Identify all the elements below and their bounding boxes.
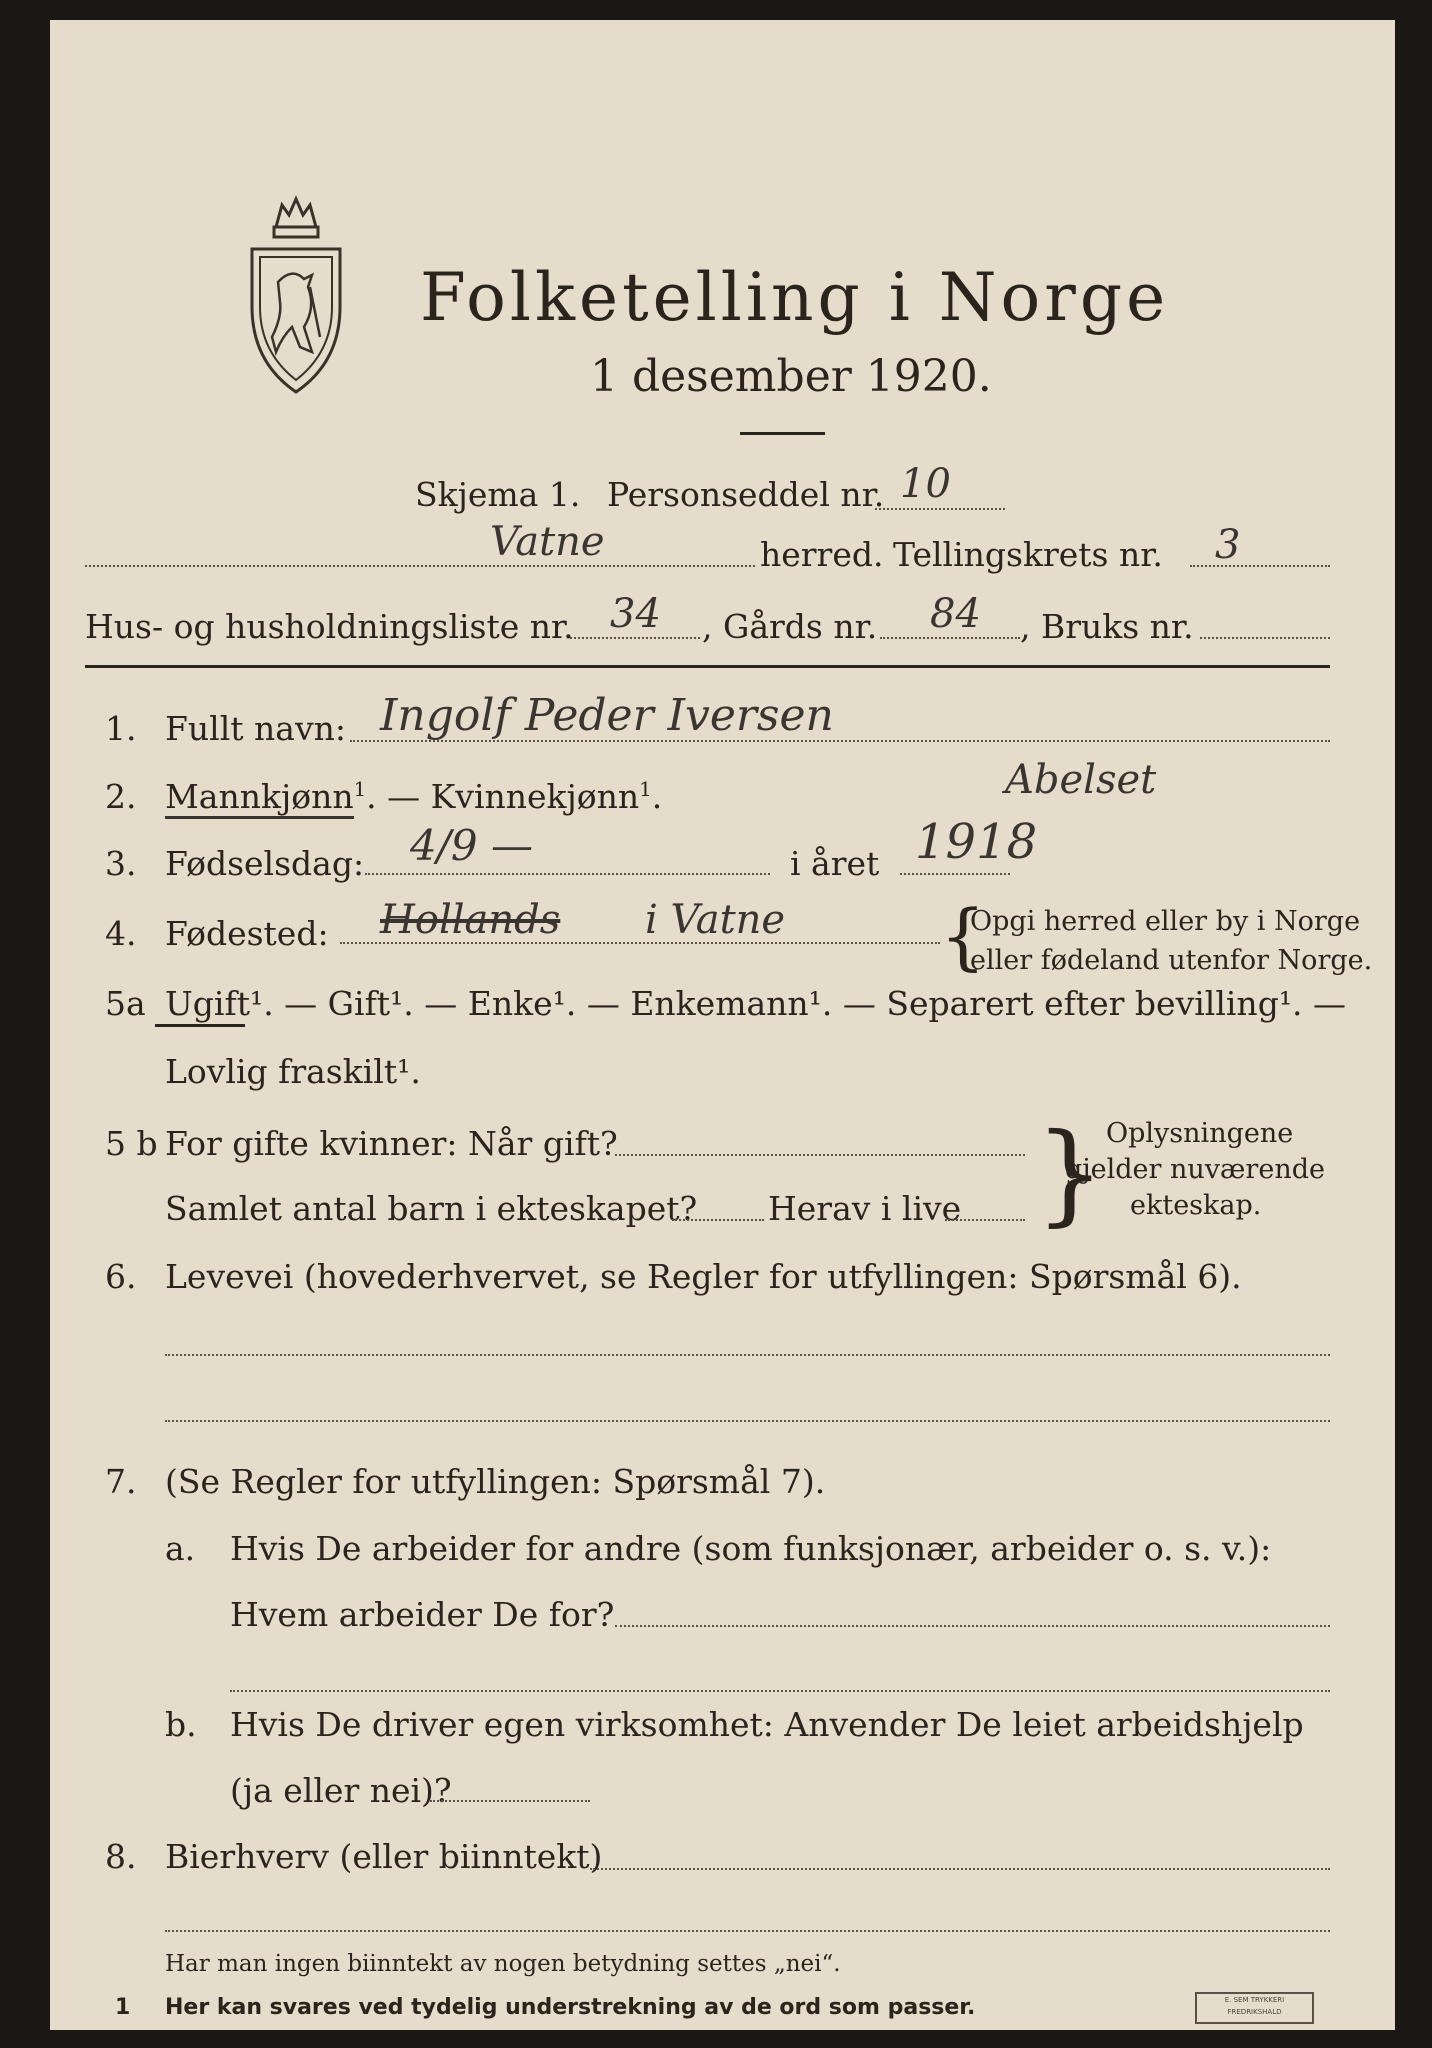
census-form [50,20,1395,2030]
form-date: 1 desember 1920. [590,351,992,402]
q5a-number: 5a [105,984,146,1023]
q5b-line-2a: Samlet antal barn i ekteskapet? [165,1189,698,1228]
q4-struck-value: Hollands [380,897,561,943]
herred-value: Vatne [490,519,605,565]
footnote-text: Her kan svares ved tydelig understrekning av de ord som passer. [165,1995,976,2020]
q8-field-line-2 [165,1930,1330,1932]
printer-stamp [1195,1992,1314,2024]
footnote-number: 1 [115,1995,131,2020]
q8-label: Bierhverv (eller biinntekt) [165,1837,603,1876]
hus-field-line [570,637,700,639]
tellingskrets-label: Tellingskrets nr. [893,535,1163,574]
q2-separator: . — [366,777,431,816]
skjema-label: Skjema 1. [415,475,581,514]
q5b-note-2: gjelder nuværende [1065,1154,1325,1185]
q2-footnote-mark-1: 1 [353,778,367,801]
form-title: Folketelling i Norge [420,259,1170,336]
q7b-number: b. [165,1705,197,1744]
q2-footnote-mark-2: 1 [639,778,652,801]
q4-brace: { [940,894,986,978]
q2-male-option: Mannkjønn [165,777,354,819]
q7a-line-1: Hvis De arbeider for andre (som funksjonær, arbeider o. s. v.): [230,1529,1272,1568]
q5b-brace: } [1035,1109,1105,1237]
q7-number: 7. [105,1462,137,1501]
personseddel-value: 10 [900,461,951,507]
q1-name-value: Ingolf Peder Iversen [380,690,834,741]
q5b-line-1: For gifte kvinner: Når gift? [165,1124,618,1163]
gards-label: , Gårds nr. [702,607,878,646]
q2-number: 2. [105,777,137,816]
q7b-line-1: Hvis De driver egen virksomhet: Anvender De leiet arbeidshjelp [230,1705,1304,1744]
q6-label: Levevei (hovederhvervet, se Regler for utfyllingen: Spørsmål 6). [165,1257,1242,1296]
hus-label: Hus- og husholdningsliste nr. [85,607,574,646]
tellingskrets-field-line [1190,565,1330,567]
q3-field-line [365,873,770,875]
q4-note-1: Opgi herred eller by i Norge [970,906,1361,937]
q5a-ugift-underline [155,1024,245,1027]
q3-year-value: 1918 [915,814,1038,870]
q5b-note-1: Oplysningene [1106,1118,1294,1149]
q3-year-label: i året [790,844,880,883]
q5a-line-1: Ugift¹. — Gift¹. — Enke¹. — Enkemann¹. — Separert efter bevilling¹. — [165,984,1347,1023]
q7a-number: a. [165,1529,196,1568]
q8-number: 8. [105,1837,137,1876]
personseddel-field-line [875,508,1005,510]
q3-number: 3. [105,844,137,883]
q7b-line-2: (ja eller nei)? [230,1771,452,1810]
tellingskrets-value: 3 [1215,522,1241,568]
header-divider [85,665,1330,668]
gards-value: 84 [930,591,981,637]
q5b-line-2b: Herav i live [768,1189,962,1228]
q6-field-line-2 [165,1420,1330,1422]
q4-number: 4. [105,914,137,953]
q2-end: . [651,777,663,816]
q3-year-field-line [900,873,1010,875]
q3-birthday-value: 4/9 — [410,821,533,870]
bruks-field-line [1200,637,1330,639]
herred-field-line [85,565,755,567]
q1-label: Fullt navn: [165,709,346,748]
q5b-number: 5 b [105,1124,158,1163]
hus-value: 34 [610,591,661,637]
q5a-line-2: Lovlig fraskilt¹. [165,1052,421,1091]
q7a-line-2: Hvem arbeider De for? [230,1595,615,1634]
q3-label: Fødselsdag: [165,844,365,883]
biinntekt-note: Har man ingen biinntekt av nogen betydning settes „nei“. [165,1951,841,1977]
q5b-children-field-line [672,1219,764,1221]
personseddel-label: Personseddel nr. [607,475,885,514]
q5b-married-field-line [615,1154,1025,1156]
q4-note-2: eller fødeland utenfor Norge. [970,945,1373,976]
q5b-alive-field-line [945,1219,1025,1221]
q6-field-line-1 [165,1354,1330,1356]
norwegian-coat-of-arms-icon [242,187,350,407]
q1-number: 1. [105,709,137,748]
q2-line [165,777,663,816]
q7-label: (Se Regler for utfyllingen: Spørsmål 7). [165,1462,826,1501]
q2-female-option: Kvinnekjønn [430,777,640,816]
q1-name-value-2: Abelset [1005,757,1157,803]
bruks-label: , Bruks nr. [1020,607,1194,646]
q5b-note-3: ekteskap. [1130,1190,1262,1221]
gards-field-line [880,637,1020,639]
q6-number: 6. [105,1257,137,1296]
printer-stamp-text: E. SEM TRYKKERI FREDRIKSHALD [1224,1996,1285,2016]
q4-label: Fødested: [165,914,329,953]
q8-field-line-1 [590,1868,1330,1870]
q4-birthplace-value: i Vatne [645,897,786,943]
q7a-field-line-2 [230,1690,1330,1692]
q7b-field-line [430,1800,590,1802]
herred-label: herred. [760,535,884,574]
title-divider [740,432,825,435]
q7a-field-line-1 [615,1625,1330,1627]
